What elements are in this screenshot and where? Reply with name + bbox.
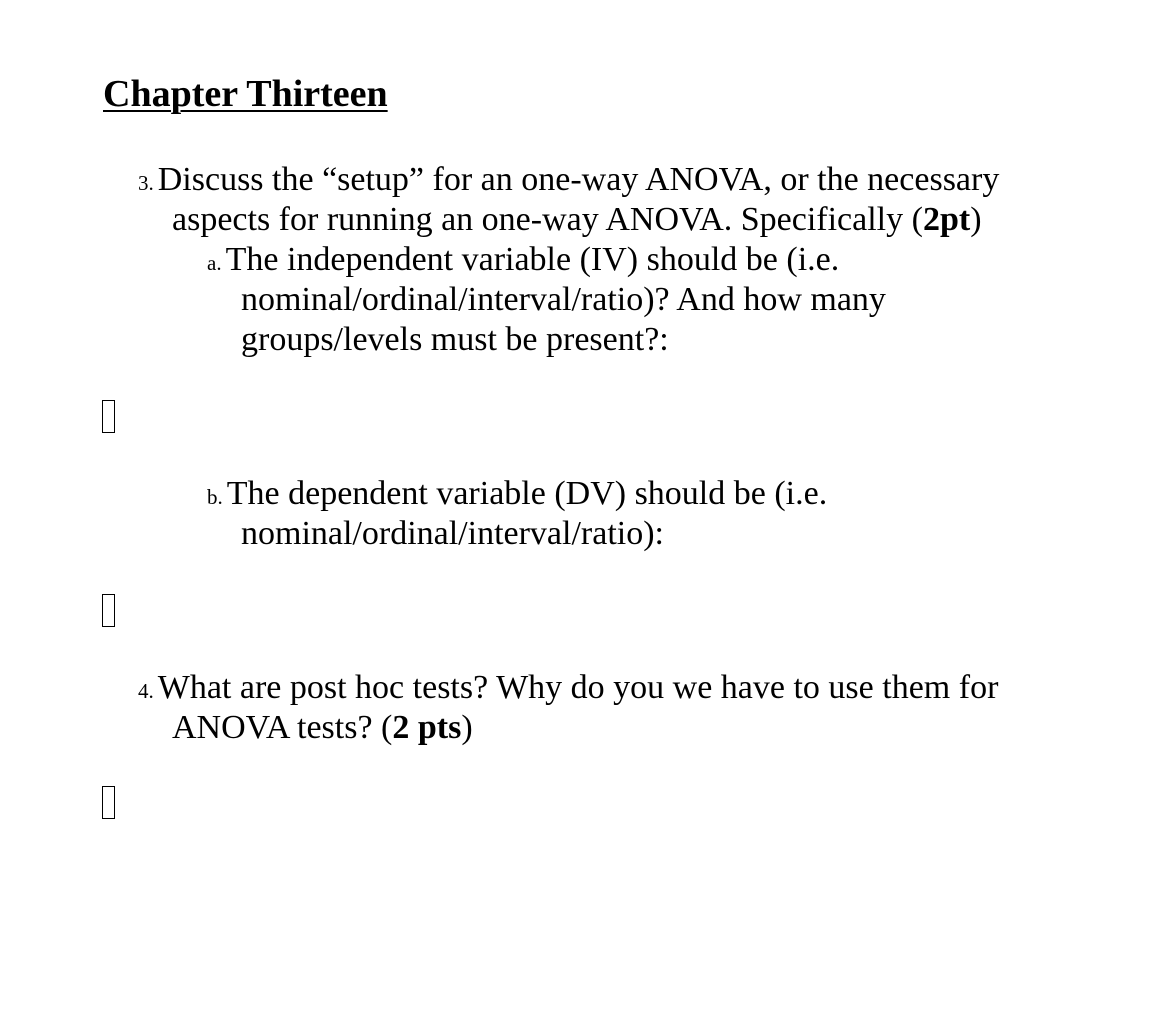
points-label: 2pt <box>922 201 971 238</box>
question-3-line-2 <box>172 200 982 240</box>
sub-question-b-line-1: The dependent variable (DV) should be (i.e. <box>226 475 828 512</box>
question-4-line-1: What are post hoc tests? Why do you we have to use them for <box>157 669 999 706</box>
question-4-line-2 <box>172 708 473 748</box>
sub-question-b <box>207 474 827 517</box>
sub-question-b-line-2: nominal/ordinal/interval/ratio): <box>241 515 664 552</box>
sub-question-a-line-1: The independent variable (IV) should be (i.e. <box>225 241 840 278</box>
sub-question-a-line-2: nominal/ordinal/interval/ratio)? And how many <box>241 281 886 318</box>
question-4-text: ANOVA tests? ( <box>172 709 393 746</box>
closing-paren: ) <box>461 709 473 746</box>
page-title: Chapter Thirteen <box>103 73 388 115</box>
sub-question-a-line-3: groups/levels must be present?: <box>241 321 669 358</box>
question-3-line-1: Discuss the “setup” for an one-way ANOVA, or the necessary <box>157 161 1000 198</box>
sub-question-marker: b. <box>207 485 223 509</box>
sub-question-a <box>207 240 839 283</box>
closing-paren: ) <box>970 201 982 238</box>
question-3 <box>138 160 999 203</box>
answer-box-icon[interactable] <box>102 594 115 627</box>
answer-box-icon[interactable] <box>102 786 115 819</box>
question-number: 3. <box>138 171 154 195</box>
question-3-text: aspects for running an one-way ANOVA. Specifically ( <box>172 201 923 238</box>
points-label: 2 pts <box>392 709 462 746</box>
question-number: 4. <box>138 679 154 703</box>
answer-box-icon[interactable] <box>102 400 115 433</box>
sub-question-marker: a. <box>207 251 222 275</box>
question-4 <box>138 668 998 711</box>
